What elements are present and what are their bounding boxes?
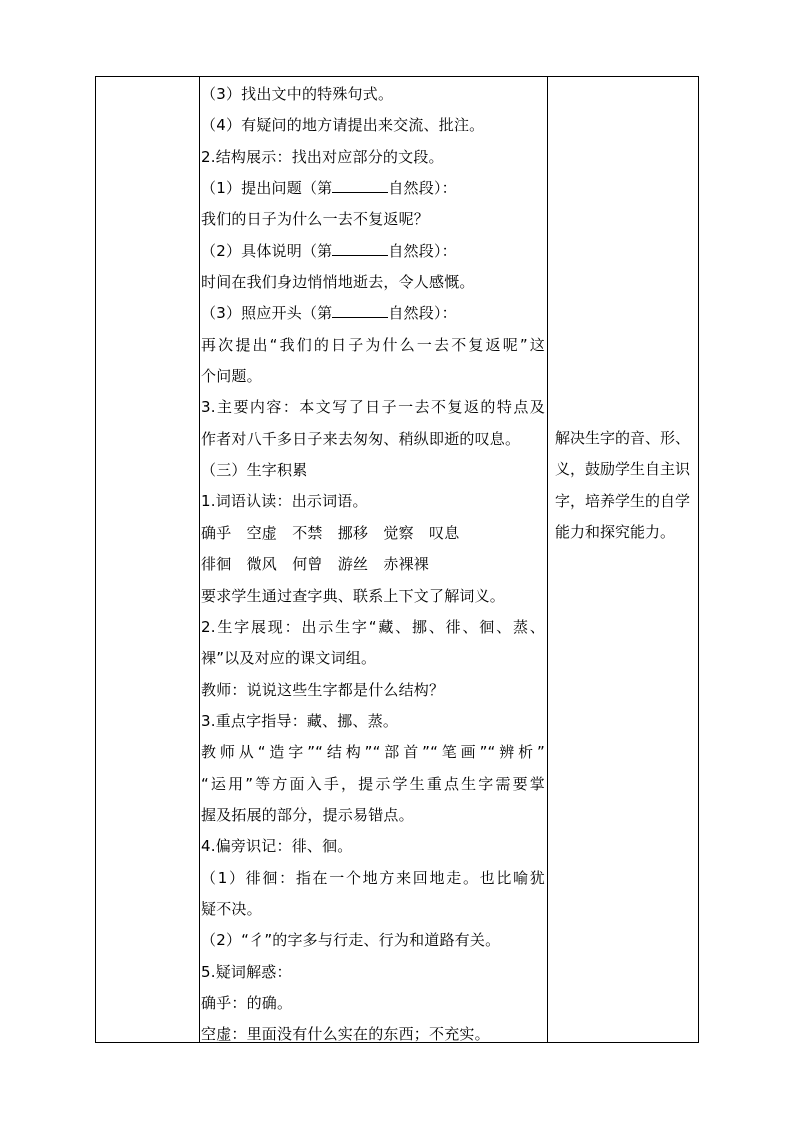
- design-intent-line: 字，培养学生的自学: [555, 491, 691, 510]
- design-intent-line: 解决生字的音、形、: [555, 429, 691, 447]
- fill-in-blank: [332, 302, 388, 318]
- design-intent-line: 义，鼓励学生自主识: [555, 460, 691, 479]
- text-line: 空虚：里面没有什么实在的东西；不充实。: [201, 1025, 490, 1044]
- text-segment: 自然段）：: [388, 241, 457, 260]
- text-line: （三）生字积累: [201, 461, 308, 480]
- text-line: 2.生字展现：出示生字“藏、挪、徘、徊、蒸、: [201, 617, 545, 636]
- text-line: （3）找出文中的特殊句式。: [201, 85, 394, 103]
- text-line: [201, 298, 545, 329]
- design-intent-line: 能力和探究能力。: [555, 523, 676, 542]
- text-line: 时间在我们身边悄悄地逝去，令人感慨。: [201, 273, 475, 292]
- text-line: [201, 236, 545, 267]
- text-line: 个问题。: [201, 367, 262, 386]
- lesson-table: [95, 76, 699, 1043]
- text-line: 教师从“造字”“结构”“部首”“笔画”“辨析”: [201, 743, 545, 762]
- text-line: 1.词语认读：出示词语。: [201, 492, 368, 511]
- text-segment: （1）提出问题（第: [201, 179, 333, 198]
- fill-in-blank: [332, 240, 388, 256]
- text-line: （2）“彳”的字多与行走、行为和道路有关。: [201, 931, 501, 950]
- text-line: （1）徘徊：指在一个地方来回地走。也比喻犹: [201, 868, 545, 887]
- text-line: 确乎 空虚 不禁 挪移 觉察 叹息: [201, 523, 460, 542]
- text-line: 5.疑词解惑：: [201, 962, 292, 981]
- text-segment: （3）照应开头（第: [201, 304, 333, 323]
- text-line: 握及拓展的部分，提示易错点。: [201, 805, 414, 824]
- design-intent-column: [555, 423, 695, 548]
- text-line: 3.重点字指导：藏、挪、蒸。: [201, 711, 399, 730]
- column-divider-left: [199, 77, 200, 1042]
- text-line: 3.主要内容：本文写了日子一去不复返的特点及: [201, 398, 545, 417]
- text-line: 徘徊 微风 何曾 游丝 赤裸裸: [201, 555, 430, 574]
- text-line: 确乎：的确。: [201, 993, 293, 1012]
- text-line: 我们的日子为什么一去不复返呢？: [201, 210, 430, 229]
- text-segment: 自然段）：: [388, 179, 457, 198]
- text-line: 教师：说说这些生字都是什么结构？: [201, 680, 445, 699]
- text-segment: （2）具体说明（第: [201, 241, 333, 260]
- text-line: 要求学生通过查字典、联系上下文了解词义。: [201, 586, 506, 605]
- text-segment: 自然段）：: [388, 304, 457, 323]
- text-line: 再次提出“我们的日子为什么一去不复返呢”这: [201, 335, 545, 354]
- text-line: 4.偏旁识记：徘、徊。: [201, 837, 353, 856]
- text-line: 疑不决。: [201, 899, 262, 918]
- column-divider-right: [547, 77, 548, 1042]
- text-line: 裸”以及对应的课文词组。: [201, 649, 377, 668]
- text-line: （4）有疑问的地方请提出来交流、批注。: [201, 116, 485, 135]
- fill-in-blank: [332, 177, 388, 193]
- text-line: “运用”等方面入手，提示学生重点生字需要掌: [201, 774, 545, 793]
- text-line: [201, 173, 545, 204]
- text-line: 作者对八千多日子来去匆匆、稍纵即逝的叹息。: [201, 429, 521, 448]
- text-line: 2.结构展示：找出对应部分的文段。: [201, 147, 444, 166]
- teaching-process-column: [201, 79, 545, 1051]
